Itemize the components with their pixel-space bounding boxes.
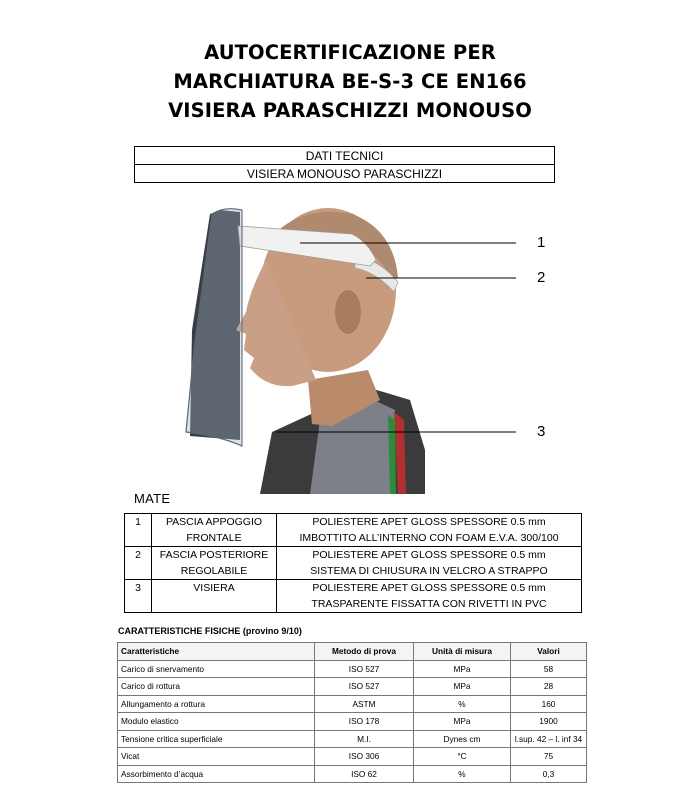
desc-line-2: IMBOTTITO ALL’INTERNO CON FOAM E.V.A. 300/100 — [299, 532, 559, 544]
materials-row-desc — [277, 514, 582, 547]
table-cell: % — [414, 765, 511, 783]
table-cell: ISO 306 — [315, 748, 414, 766]
callout-lines-ext — [430, 200, 520, 494]
table-cell: % — [414, 695, 511, 713]
table-row — [118, 748, 587, 766]
table-cell: ISO 62 — [315, 765, 414, 783]
callout-label-3: 3 — [537, 423, 546, 440]
desc-line-1: POLIESTERE APET GLOSS SPESSORE 0.5 mm — [312, 549, 546, 561]
table-row — [118, 695, 587, 713]
table-cell: M.I. — [315, 730, 414, 748]
materials-row — [125, 580, 582, 613]
callout-label-2: 2 — [537, 269, 546, 286]
table-cell: MPa — [414, 678, 511, 696]
physical-section-title: CARATTERISTICHE FISICHE (provino 9/10) — [118, 626, 302, 636]
table-cell: ISO 527 — [315, 660, 414, 678]
table-cell: ISO 527 — [315, 678, 414, 696]
product-photo — [180, 200, 430, 494]
name-line-2 — [154, 596, 274, 612]
materials-row-desc — [277, 580, 582, 613]
materials-row-number: 2 — [125, 547, 152, 580]
table-cell: 160 — [511, 695, 587, 713]
tech-data-box — [134, 146, 555, 183]
name-line-1: PASCIA APPOGGIO — [165, 516, 263, 528]
title-line-2: MARCHIATURA BE-S-3 CE EN166 — [173, 70, 527, 93]
table-row — [118, 713, 587, 731]
materials-table — [124, 513, 582, 613]
materials-row-name — [152, 547, 277, 580]
table-cell: 28 — [511, 678, 587, 696]
table-cell: Modulo elastico — [118, 713, 315, 731]
materials-row-name — [152, 580, 277, 613]
title-line-1: AUTOCERTIFICAZIONE PER — [204, 41, 496, 64]
table-cell: Carico di rottura — [118, 678, 315, 696]
table-cell: ISO 178 — [315, 713, 414, 731]
tech-data-product: VISIERA MONOUSO PARASCHIZZI — [135, 165, 555, 183]
materials-row-number: 1 — [125, 514, 152, 547]
desc-line-1: POLIESTERE APET GLOSS SPESSORE 0.5 mm — [312, 516, 546, 528]
column-header: Valori — [511, 643, 587, 661]
table-cell: Allungamento a rottura — [118, 695, 315, 713]
desc-line-2: TRASPARENTE FISSATTA CON RIVETTI IN PVC — [311, 598, 547, 610]
document-title — [0, 38, 700, 125]
materials-label: MATE — [134, 491, 171, 506]
name-line-1: FASCIA POSTERIORE — [159, 549, 269, 561]
callout-label-1: 1 — [537, 234, 546, 251]
tech-data-header: DATI TECNICI — [135, 147, 555, 165]
table-header-row — [118, 643, 587, 661]
title-line-3: VISIERA PARASCHIZZI MONOUSO — [168, 99, 532, 122]
materials-row — [125, 547, 582, 580]
name-line-2: REGOLABILE — [180, 565, 248, 577]
table-cell: Dynes cm — [414, 730, 511, 748]
materials-row-number: 3 — [125, 580, 152, 613]
table-cell: Carico di snervamento — [118, 660, 315, 678]
desc-line-2: SISTEMA DI CHIUSURA IN VELCRO A STRAPPO — [310, 565, 548, 577]
table-cell: °C — [414, 748, 511, 766]
table-row — [118, 678, 587, 696]
materials-row-desc — [277, 547, 582, 580]
table-cell: 0,3 — [511, 765, 587, 783]
table-row — [118, 765, 587, 783]
table-cell: 75 — [511, 748, 587, 766]
materials-row — [125, 514, 582, 547]
physical-properties-table — [117, 642, 587, 783]
table-cell: l.sup. 42 – l. inf 34 — [511, 730, 587, 748]
table-cell: MPa — [414, 660, 511, 678]
table-cell: Vicat — [118, 748, 315, 766]
name-line-1: VISIERA — [193, 582, 235, 594]
column-header: Caratteristiche — [118, 643, 315, 661]
desc-line-1: POLIESTERE APET GLOSS SPESSORE 0.5 mm — [312, 582, 546, 594]
table-cell: MPa — [414, 713, 511, 731]
table-cell: ASTM — [315, 695, 414, 713]
materials-row-name — [152, 514, 277, 547]
table-cell: 58 — [511, 660, 587, 678]
table-cell: Assorbimento d’acqua — [118, 765, 315, 783]
name-line-2: FRONTALE — [186, 532, 242, 544]
column-header: Metodo di prova — [315, 643, 414, 661]
table-row — [118, 660, 587, 678]
table-cell: 1900 — [511, 713, 587, 731]
table-cell: Tensione critica superficiale — [118, 730, 315, 748]
column-header: Unità di misura — [414, 643, 511, 661]
table-row — [118, 730, 587, 748]
